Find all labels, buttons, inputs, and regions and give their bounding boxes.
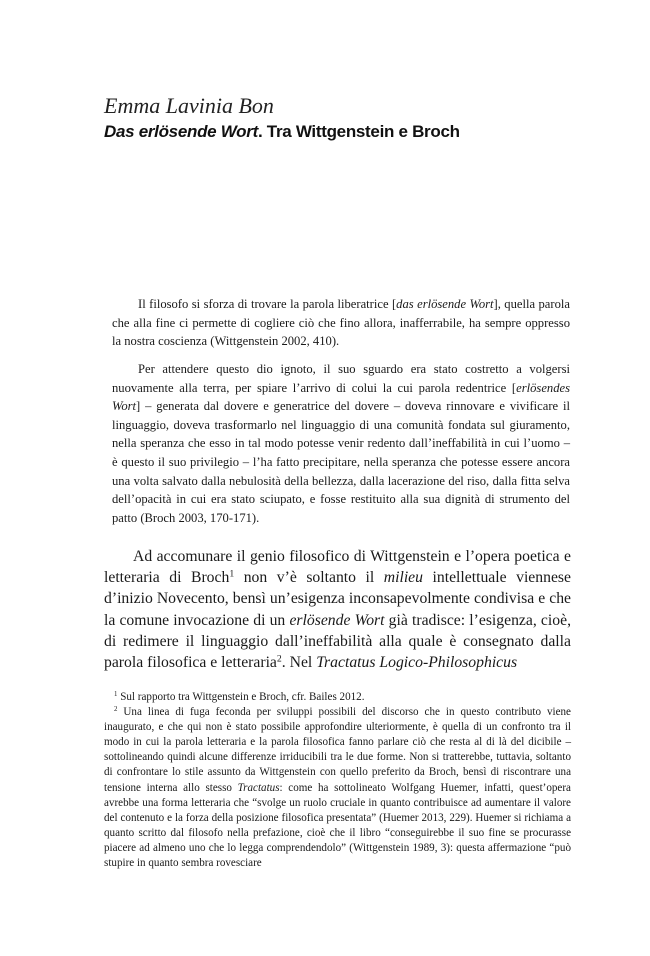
title-italic: Das erlösende Wort xyxy=(104,122,258,141)
author-name: Emma Lavinia Bon xyxy=(104,93,274,118)
footnote-ref-1[interactable]: 1 xyxy=(229,568,235,580)
body-italic: Tractatus Logico-Philosophicus xyxy=(316,654,518,672)
body-italic: erlösende Wort xyxy=(289,611,385,629)
footnote-2 xyxy=(104,705,571,871)
epigraph-text: ] – generata dal dovere e generatrice del dovere – doveva rinnovare e vivificare il linguaggio, doveva trasformarlo nel linguaggio di una comunità fondata sul giuramento, nella speranza che esso in tal modo potesse venir redento dall’ineffabilità in cui l’uomo – è questo il suo privilegio – l’ha fatto precipitare, nella speranza che potesse essere ancora una volta salvato dalla nebulosità della bellezza, dalla lacerazione del riso, dalla fitta selva dell’opacità in cui era stato sciupato, e fosse restituito alla sua dignità di strumento del patto (Broch 2003, 170-171). xyxy=(112,399,570,525)
footnote-text: Sul rapporto tra Wittgenstein e Broch, cfr. Bailes 2012. xyxy=(117,691,365,703)
footnote-1 xyxy=(104,690,571,705)
body-text: già tradisce: l’esigenza, cioè, di redimere il linguaggio dall’ineffabilità alla quale è consegnato dalla parola filosofica e letteraria xyxy=(104,611,571,672)
article-title xyxy=(104,122,460,142)
epigraph-wittgenstein xyxy=(112,295,570,351)
epigraph-broch xyxy=(112,360,570,527)
body-italic: milieu xyxy=(383,569,423,587)
body-text: . Nel xyxy=(281,654,317,672)
epigraph-text: Per attendere questo dio ignoto, il suo sguardo era stato costretto a volgersi nuovamente alla terra, per spiare l’arrivo di colui la cui parola redentrice [ xyxy=(112,362,570,395)
body-text: Ad accomunare il genio filosofico di Wittgenstein e l’opera poetica e letteraria di Broch xyxy=(104,548,571,587)
body-text: intellettuale viennese d’inizio Novecento, bensì un’esigenza inconsapevolmente condivisa e che la comune invocazione di un xyxy=(104,569,571,629)
epigraph-text: ], quella parola che alla fine ci permette di cogliere ciò che fino allora, inafferrabile, ha sempre oppresso la nostra coscienza (Wittgenstein 2002, 410). xyxy=(112,297,570,349)
footnotes xyxy=(104,690,571,871)
footnote-ref-2[interactable]: 2 xyxy=(276,653,282,665)
epigraph-italic: das erlösende Wort xyxy=(396,297,494,311)
footnote-number: 2 xyxy=(114,706,118,714)
footnote-italic: Tractatus xyxy=(237,781,280,794)
epigraph-text: Il filosofo si sforza di trovare la parola liberatrice [ xyxy=(138,297,397,311)
epigraph-italic: erlösendes Wort xyxy=(112,380,570,414)
body-paragraph xyxy=(104,546,571,673)
footnote-number: 1 xyxy=(114,691,118,699)
footnote-text: : come ha sottolineato Wolfgang Huemer, infatti, quest’opera avrebbe una forma letteraria che “svolge un ruolo cruciale in quanto contribuisce ad aumentare il valore del contenuto e la forza della posizione filosofica presentata” (Huemer 2013, 229). Huemer si richiama a quanto scritto dal filosofo nella prefazione, cioè che il libro “conseguirebbe il suo fine se procurasse piacere ad almeno uno che lo legga comprendendolo” (Wittgenstein 1989, 3): questa affermazione “può stupire in quanto sembra rovesciare xyxy=(104,781,571,870)
title-rest: . Tra Wittgenstein e Broch xyxy=(257,122,460,141)
footnote-text: Una linea di fuga feconda per sviluppi possibili del discorso che in questo contributo viene inaugurato, e che qui non è stato possibile approfondire ulteriormente, è quella di un confronto tra il modo in cui la parola letteraria e la parola filosofica fanno parlare ciò che resta al di là del dicibile – sottolineando quindi alcune differenze irriducibili tra le due forme. Non si tratterebbe, tuttavia, soltanto di confrontare lo stile assunto da Wittgenstein con quello preferito da Broch, bensì di riscontrare una tensione interna allo stesso xyxy=(104,706,571,794)
body-text: non v’è soltanto il xyxy=(234,569,384,587)
